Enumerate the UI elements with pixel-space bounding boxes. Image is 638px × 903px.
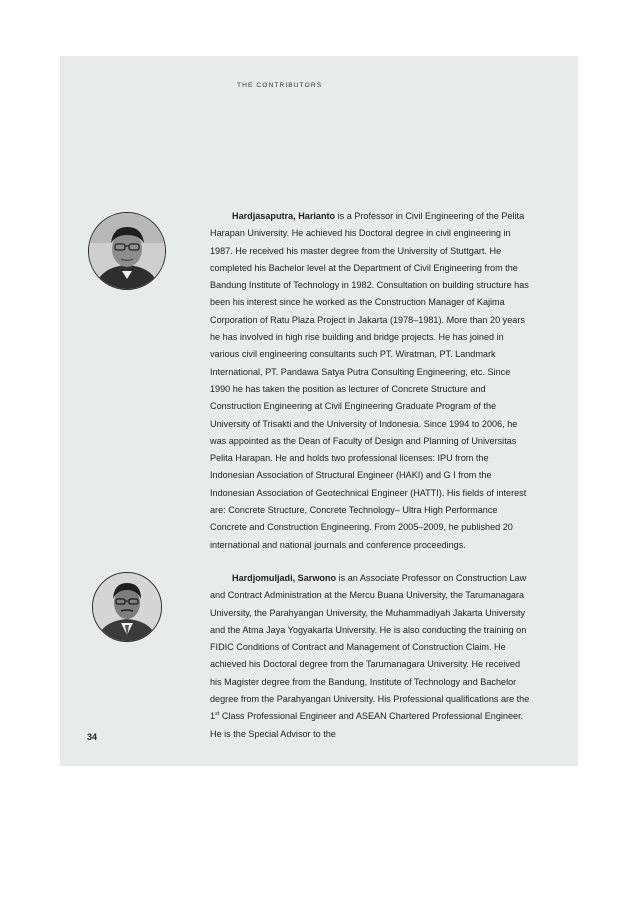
contributor-bio-text: is an Associate Professor on Construction Law and Contract Administration at the Mercu Buana University, the Tarumanagara University, the Parahyangan University, the Muhammadiyah Jakarta University and the Atma Jaya Yogyakarta University. He is also conducting the training on FIDIC Conditions of Contract and Management of Construction Claim. He achieved his Doctoral degree from the Tarumanagara University. He received his Magister degree from the Bandung, Institute of Technology and Bachelor degree from the Parahyangan University. His Professional qualifications are the 1 (210, 573, 530, 722)
contributor-bio-hardjasaputra (210, 208, 532, 554)
portrait-image (93, 573, 161, 641)
contributor-photo-hardjomuljadi (92, 572, 162, 642)
page (60, 56, 578, 766)
portrait-image (89, 213, 165, 289)
contributor-name: Hardjomuljadi, Sarwono (232, 573, 337, 583)
contributor-bio-text-cont: Class Professional Engineer and ASEAN Chartered Professional Engineer. He is the Special Advisor to the (210, 711, 524, 739)
contributor-photo-hardjasaputra (88, 212, 166, 290)
superscript-ordinal: st (215, 711, 220, 718)
page-number: 34 (87, 732, 98, 742)
contributor-bio-text: is a Professor in Civil Engineering of the Pelita Harapan University. He achieved his Doctoral degree in civil engineering in 1987. He received his master degree from the University of Stuttgart. He completed his Bachelor level at the Department of Civil Engineering from the Bandung Institute of Technology in 1982. Consultation on building structure has been his interest since he worked as the Construction Manager of Kajima Corporation of Ratu Plaza Project in Jakarta (1978–1981). More than 20 years he has involved in high rise building and bridge projects. He has joined in various civil engineering consultants such PT. Wiratman, PT. Landmark International, PT. Pandawa Satya Putra Consulting Engineering, etc. Since 1990 he has taken the position as lecturer of Concrete Structure and Construction Engineering at Civil Engineering Graduate Program of the University of Trisakti and the University of Indonesia. Since 1994 to 2006, he was appointed as the Dean of Faculty of Design and Planning of Universitas Pelita Harapan. He and holds two professional licenses: IPU from the Indonesian Association of Structural Engineer (HAKI) and G I from the Indonesian Association of Geotechnical Engineer (HATTI). His fields of interest are: Concrete Structure, Concrete Technology– Ultra High Performance Concrete and Construction Engineering. From 2005–2009, he published 20 international and national journals and conference proceedings. (210, 211, 529, 550)
contributor-name: Hardjasaputra, Harianto (232, 211, 336, 221)
running-header: THE CONTRIBUTORS (237, 82, 323, 89)
contributor-bio-hardjomuljadi (210, 570, 532, 743)
